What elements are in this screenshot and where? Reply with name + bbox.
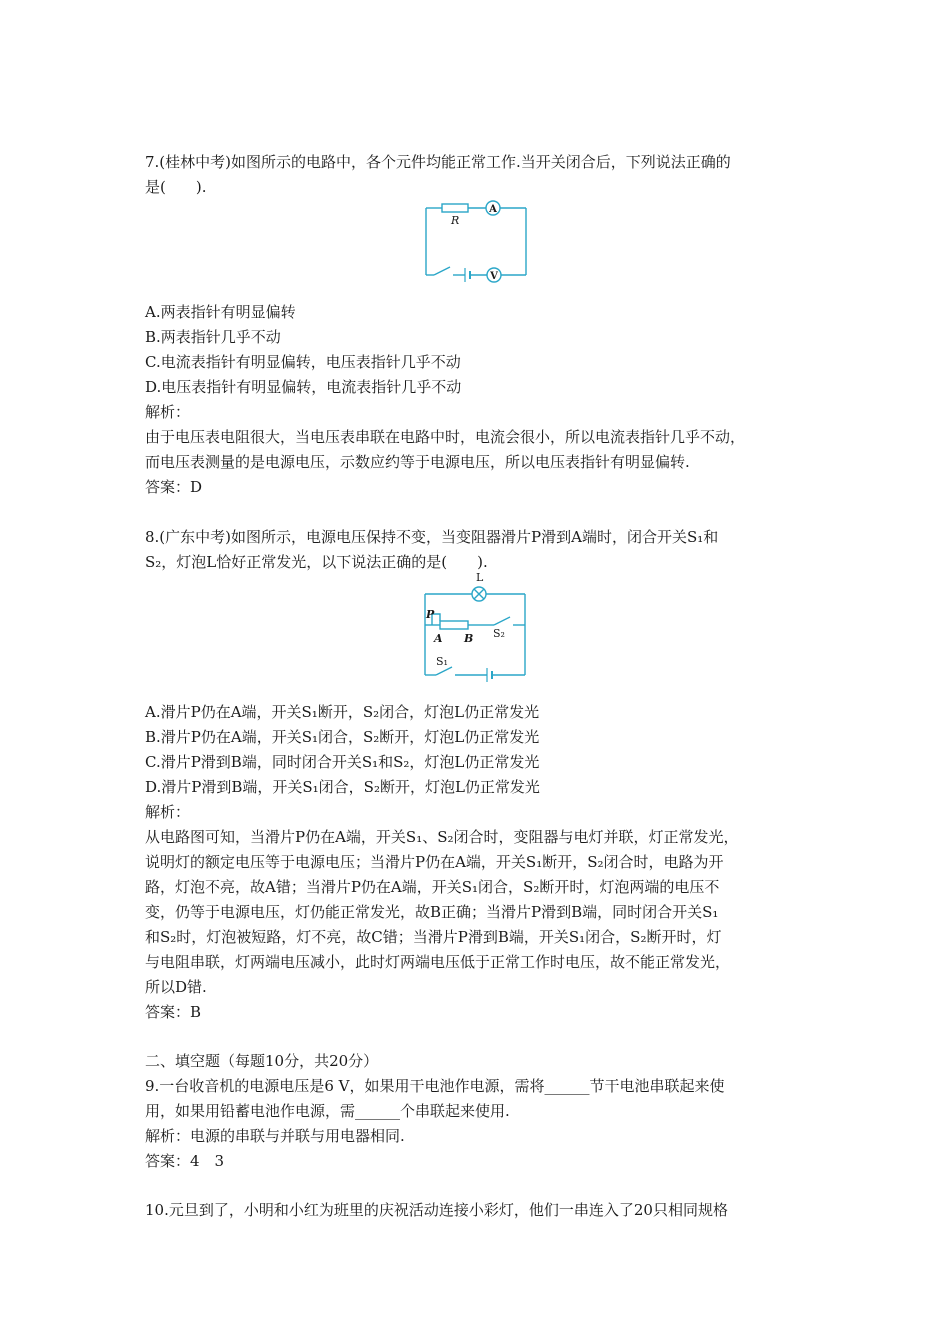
- resistor-label: R: [451, 214, 460, 227]
- q7-circuit-diagram: [420, 196, 532, 284]
- q7-analysis-label: 解析：: [145, 403, 191, 421]
- switch-symbol: [434, 267, 450, 275]
- q8-analysis-label: 解析：: [145, 803, 191, 821]
- section-heading: 二、填空题（每题10分，共20分）: [145, 1052, 379, 1070]
- q7-analysis-line: 由于电压表电阻很大，当电压表串联在电路中时，电流会很小，所以电流表指针几乎不动，: [145, 428, 746, 446]
- q8-analysis-line: 所以D错.: [145, 978, 207, 996]
- ammeter-label: A: [489, 204, 497, 215]
- q7-option-c: C.电流表指针有明显偏转，电压表指针几乎不动: [145, 353, 461, 371]
- q8-stem-line2: S₂，灯泡L恰好正常发光，以下说法正确的是( ).: [145, 553, 488, 571]
- lamp-label: L: [476, 571, 484, 584]
- q8-analysis-line: 变，仍等于电源电压，灯仍能正常发光，故B正确；当滑片P滑到B端，同时闭合开关S₁: [145, 903, 719, 921]
- q7-analysis-line: 而电压表测量的是电源电压，示数应约等于电源电压，所以电压表指针有明显偏转.: [145, 453, 690, 471]
- q7-option-a: A.两表指针有明显偏转: [145, 303, 296, 321]
- q8-analysis-line: 说明灯的额定电压等于电源电压；当滑片P仍在A端，开关S₁断开，S₂闭合时，电路为开: [145, 853, 724, 871]
- voltmeter-label: V: [490, 271, 498, 282]
- q8-analysis-line: 与电阻串联，灯两端电压减小，此时灯两端电压低于正常工作时电压，故不能正常发光，: [145, 953, 731, 971]
- switch-s2-symbol: [494, 617, 510, 625]
- q8-circuit-diagram: [418, 570, 533, 682]
- q8-stem-line1: 8.(广东中考)如图所示，电源电压保持不变，当变阻器滑片P滑到A端时，闭合开关S₁和: [145, 528, 719, 546]
- switch-s1-symbol: [436, 667, 452, 675]
- q8-analysis-line: 和S₂时，灯泡被短路，灯不亮，故C错；当滑片P滑到B端，开关S₁闭合，S₂断开时，灯: [145, 928, 722, 946]
- slider-label: P: [426, 608, 435, 621]
- q8-analysis-line: 从电路图可知，当滑片P仍在A端，开关S₁、S₂闭合时，变阻器与电灯并联，灯正常发光，: [145, 828, 739, 846]
- q7-option-b: B.两表指针几乎不动: [145, 328, 281, 346]
- q9-stem-line2: 用，如果用铅蓄电池作电源，需______个串联起来使用.: [145, 1102, 510, 1120]
- q8-analysis-line: 路，灯泡不亮，故A错；当滑片P仍在A端，开关S₁闭合，S₂断开时，灯泡两端的电压不: [145, 878, 720, 896]
- q8-option-c: C.滑片P滑到B端，同时闭合开关S₁和S₂，灯泡L仍正常发光: [145, 753, 540, 771]
- rheostat-symbol: [440, 621, 468, 629]
- q7-option-d: D.电压表指针有明显偏转，电流表指针几乎不动: [145, 378, 462, 396]
- q8-option-d: D.滑片P滑到B端，开关S₁闭合，S₂断开，灯泡L仍正常发光: [145, 778, 540, 796]
- resistor-symbol: [442, 204, 468, 212]
- q8-option-a: A.滑片P仍在A端，开关S₁断开，S₂闭合，灯泡L仍正常发光: [145, 703, 540, 721]
- q9-answer: 答案：4 3: [145, 1152, 225, 1170]
- s1-label: S₁: [436, 655, 448, 668]
- q8-answer: 答案：B: [145, 1003, 202, 1021]
- q7-stem-line2: 是( ).: [145, 178, 207, 196]
- q9-analysis: 解析：电源的串联与并联与用电器相同.: [145, 1127, 405, 1145]
- q10-stem-line1: 10.元旦到了，小明和小红为班里的庆祝活动连接小彩灯，他们一串连入了20只相同规格: [145, 1201, 728, 1219]
- q9-stem-line1: 9.一台收音机的电源电压是6 V，如果用干电池作电源，需将______节干电池串联起来使: [145, 1077, 725, 1095]
- q7-stem-line1: 7.(桂林中考)如图所示的电路中，各个元件均能正常工作.当开关闭合后，下列说法正确的: [145, 153, 731, 171]
- q8-option-b: B.滑片P仍在A端，开关S₁闭合，S₂断开，灯泡L仍正常发光: [145, 728, 540, 746]
- end-b-label: B: [464, 632, 474, 645]
- s2-label: S₂: [493, 627, 505, 640]
- q7-answer: 答案：D: [145, 478, 203, 496]
- end-a-label: A: [434, 632, 443, 645]
